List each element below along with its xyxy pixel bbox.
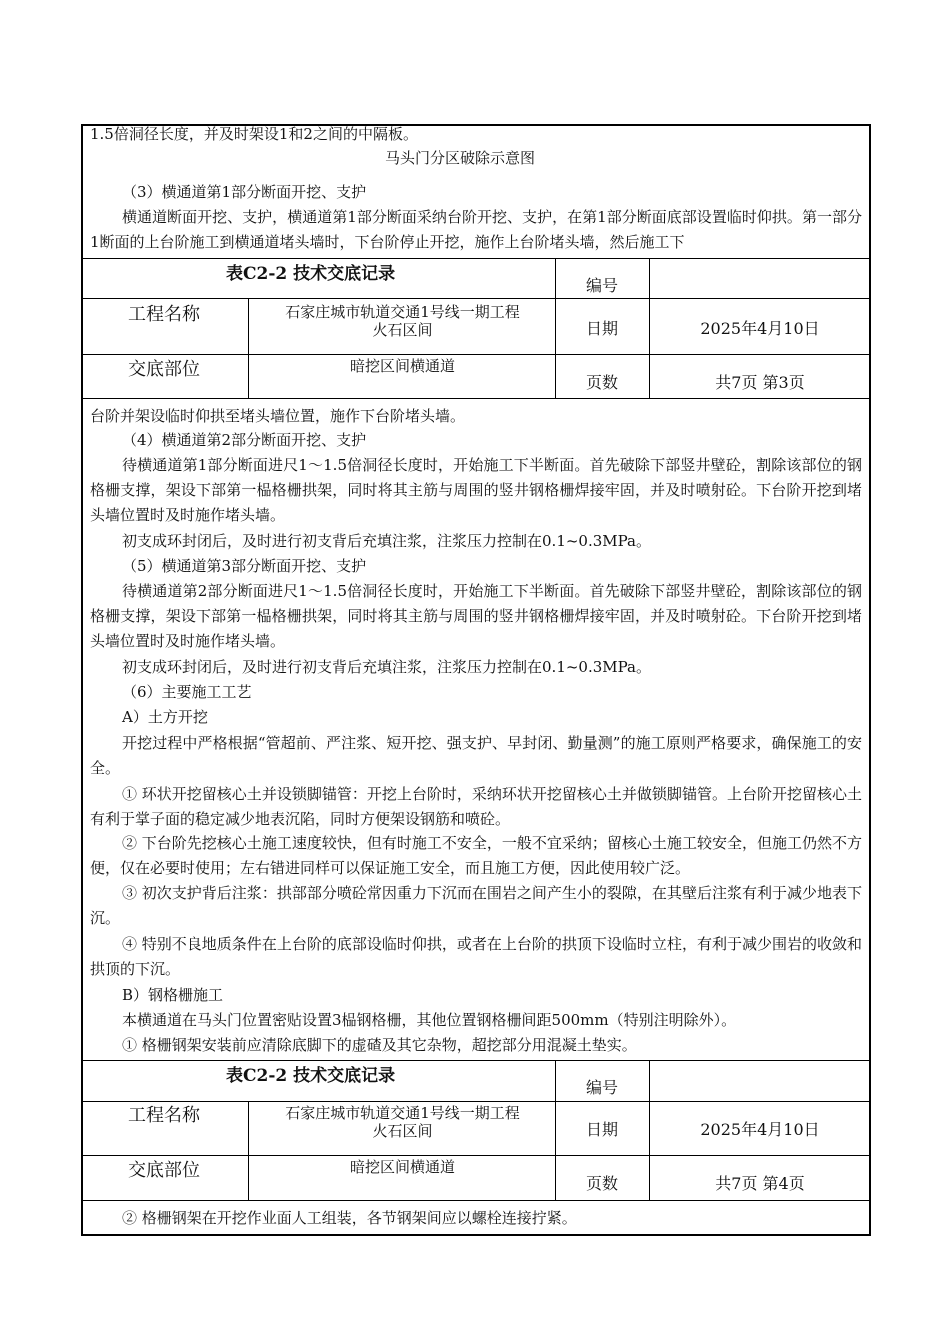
- handover-part-value: 暗挖区间横通道: [349, 1158, 455, 1176]
- form-title: 表C2-2 技术交底记录: [226, 264, 396, 284]
- paragraph: 初支成环封闭后，及时进行初支背后充填注浆，注浆压力控制在0.1~0.3MPa。: [122, 532, 652, 550]
- section-heading-5: （5）横通道第3部分断面开挖、支护: [122, 557, 367, 575]
- figure-caption: 马头门分区破除示意图: [385, 149, 536, 167]
- subsection-heading-b: B）钢格栅施工: [122, 986, 224, 1004]
- table2-divider: [248, 1101, 249, 1200]
- paragraph: 本横通道在马头门位置密贴设置3榀钢格栅，其他位置钢格栅间距500mm（特别注明除外）。: [122, 1011, 737, 1029]
- number-label: 编号: [585, 275, 618, 295]
- table1-row-border: [81, 298, 871, 299]
- paragraph: ① 格栅钢架安装前应清除底脚下的虚碴及其它杂物，超挖部分用混凝土垫实。: [122, 1036, 637, 1054]
- paragraph: 初支成环封闭后，及时进行初支背后充填注浆，注浆压力控制在0.1~0.3MPa。: [122, 658, 652, 676]
- number-value: [649, 1070, 871, 1102]
- handover-part-label: 交底部位: [128, 1160, 200, 1181]
- paragraph: 开挖过程中严格根据“管超前、严注浆、短开挖、强支护、早封闭、勤量测”的施工原则严格要求，确保施工的安全。: [90, 734, 862, 777]
- paragraph: ① 环状开挖留核心土并设锁脚锚管：开挖上台阶时，采纳环状开挖留核心土并做锁脚锚管。上台阶开挖留核心土有利于掌子面的稳定减少地表沉陷，同时方便架设钢筋和喷砼。: [90, 785, 862, 828]
- section-heading-6: （6）主要施工工艺: [122, 683, 252, 701]
- handover-part-value: 暗挖区间横通道: [349, 357, 455, 375]
- table1-bottom-border: [81, 398, 871, 399]
- date-value: 2025年4月10日: [700, 318, 820, 338]
- number-label: 编号: [585, 1077, 618, 1097]
- project-name-label: 工程名称: [128, 1105, 200, 1126]
- paragraph: ② 格栅钢架在开挖作业面人工组装，各节钢架间应以螺栓连接拧紧。: [122, 1209, 577, 1227]
- date-value: 2025年4月10日: [700, 1119, 820, 1139]
- date-label: 日期: [585, 318, 618, 338]
- number-value: [649, 268, 871, 300]
- paragraph: 台阶并架设临时仰拱至堵头墙位置，施作下台阶堵头墙。: [90, 407, 466, 425]
- table2-bottom-border: [81, 1200, 871, 1201]
- form-title: 表C2-2 技术交底记录: [226, 1066, 396, 1086]
- date-label: 日期: [585, 1119, 618, 1139]
- handover-part-label: 交底部位: [128, 359, 200, 380]
- section-heading-4: （4）横通道第2部分断面开挖、支护: [122, 431, 367, 449]
- continuation-line: 1.5倍洞径长度，并及时架设1和2之间的中隔板。: [90, 125, 418, 143]
- paragraph-3: 横通道断面开挖、支护，横通道第1部分断面采纳台阶开挖、支护，在第1部分断面底部设置临时仰拱。第一部分1断面的上台阶施工到横通道堵头墙时，下台阶停止开挖，施作上台阶堵头墙，然后施工下: [90, 208, 862, 251]
- table1-divider: [248, 298, 249, 398]
- section-heading-3: （3）横通道第1部分断面开挖、支护: [122, 183, 367, 201]
- paragraph: 待横通道第2部分断面进尺1～1.5倍洞径长度时，开始施工下半断面。首先破除下部竖井壁砼，割除该部位的钢格栅支撑，架设下部第一榀格栅拱架，同时将其主筋与周围的竖井钢格栅焊接牢固，并及时喷射砼。下台阶开挖到堵头墙位置时及时施作堵头墙。: [90, 582, 862, 650]
- table1-top-border: [81, 258, 871, 259]
- page-label: 页数: [585, 1173, 618, 1193]
- project-name-label: 工程名称: [128, 304, 200, 325]
- paragraph: 待横通道第1部分断面进尺1～1.5倍洞径长度时，开始施工下半断面。首先破除下部竖井壁砼，割除该部位的钢格栅支撑，架设下部第一榀格栅拱架，同时将其主筋与周围的竖井钢格栅焊接牢固，并及时喷射砼。下台阶开挖到堵头墙位置时及时施作堵头墙。: [90, 456, 862, 524]
- project-name-value: 石家庄城市轨道交通1号线一期工程 火石区间: [285, 303, 520, 339]
- table2-top-border: [81, 1060, 871, 1061]
- paragraph: ④ 特别不良地质条件在上台阶的底部设临时仰拱，或者在上台阶的拱顶下设临时立柱，有利于减少围岩的收敛和拱顶的下沉。: [90, 935, 862, 978]
- page-value: 共7页 第4页: [715, 1173, 805, 1193]
- paragraph: ② 下台阶先挖核心土施工速度较快，但有时施工不安全，一般不宜采纳；留核心土施工较安全，但施工仍然不方便，仅在必要时使用；左右错进同样可以保证施工安全，而且施工方便，因此使用较广泛。: [90, 834, 862, 877]
- paragraph: ③ 初次支护背后注浆：拱部部分喷砼常因重力下沉而在围岩之间产生小的裂隙，在其壁后注浆有利于减少地表下沉。: [90, 884, 862, 927]
- project-name-value: 石家庄城市轨道交通1号线一期工程 火石区间: [285, 1104, 520, 1140]
- subsection-heading-a: A）土方开挖: [122, 708, 208, 726]
- page-value: 共7页 第3页: [715, 372, 805, 392]
- page-label: 页数: [585, 372, 618, 392]
